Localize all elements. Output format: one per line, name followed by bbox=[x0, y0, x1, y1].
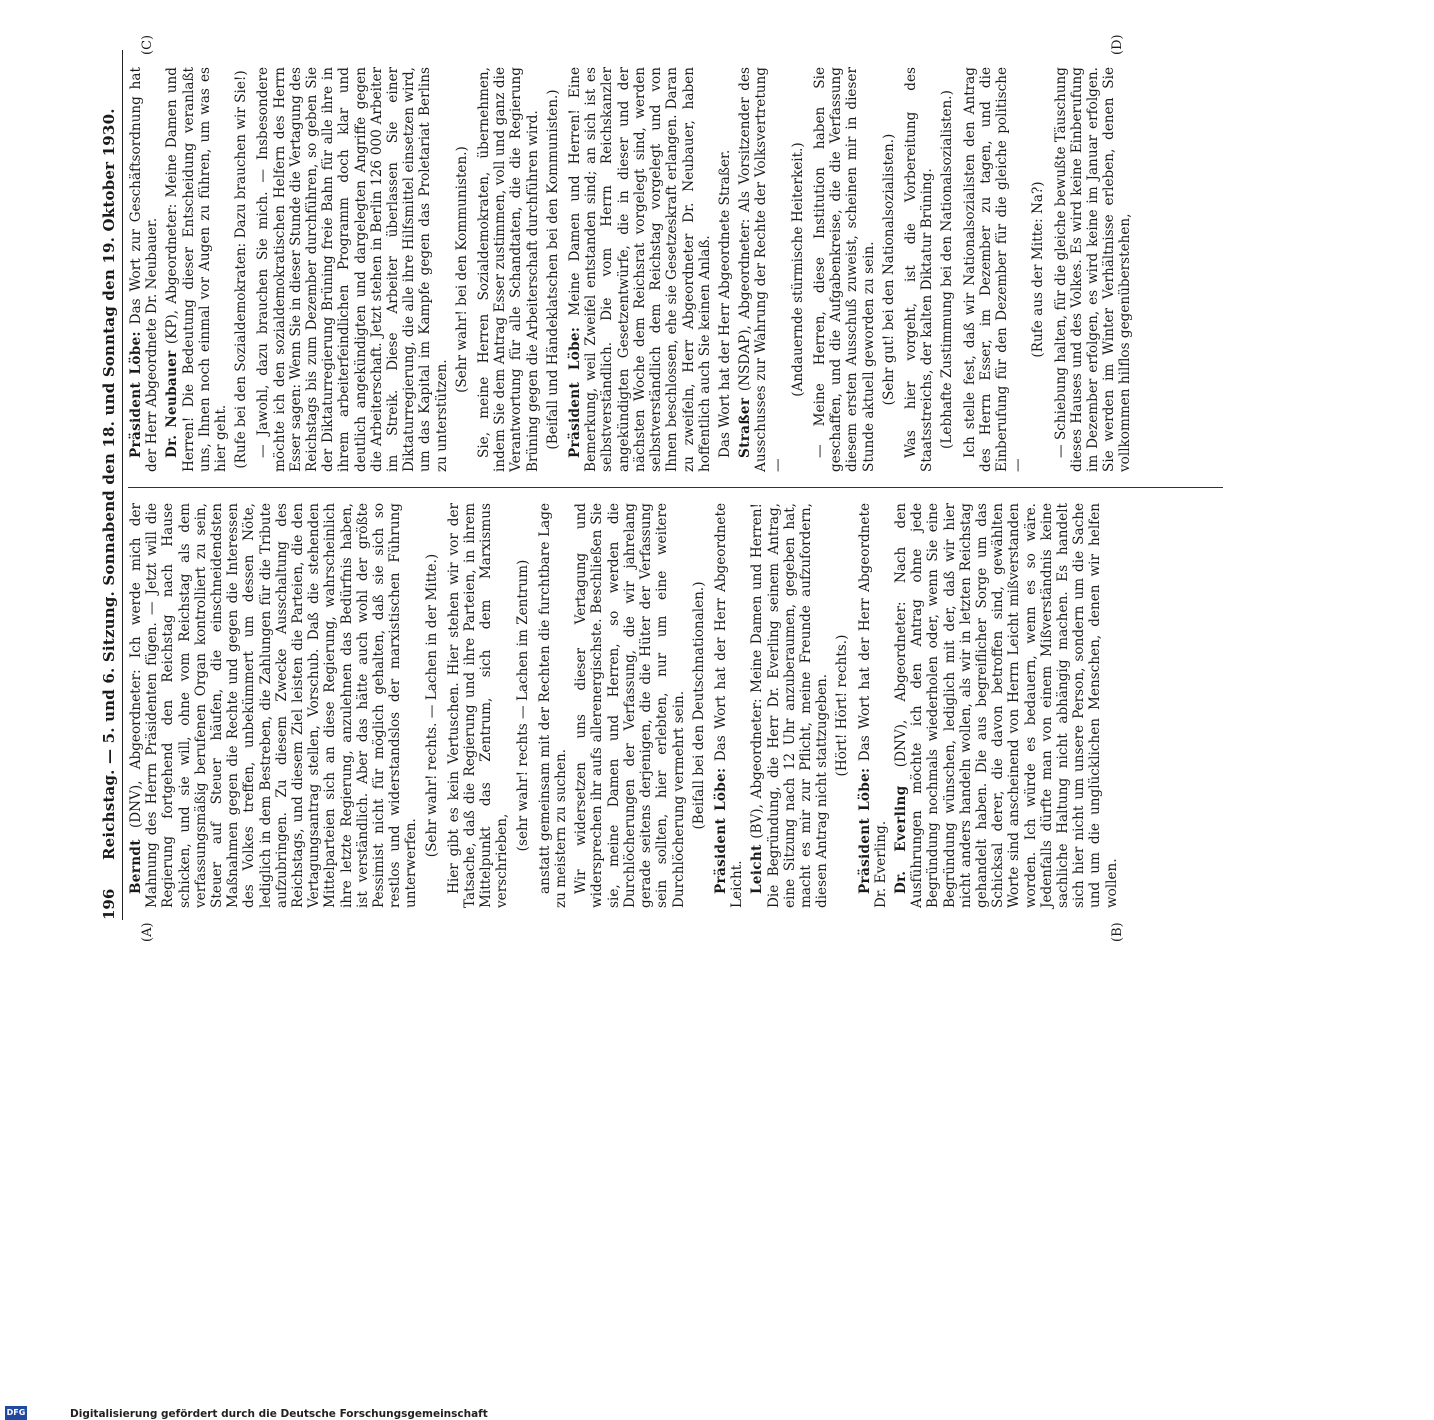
right-paragraph bbox=[737, 67, 786, 472]
dfg-logo: DFG bbox=[5, 1406, 27, 1420]
speech-text: (DNV), Abgeordneter: Ich werde mich der Mahnung des Herrn Präsidenten fügen. — Jetzt will die Regierung fortgehend den Reichstag nach Hause schicken, und sie will, ohne vom Reichstag als dem verfassungsmäßig berufenen Organ kontrolliert zu sein, Steuer auf Steuer häufen, die einschneidendsten Maßnahmen gegen die Rechte und gegen die Interessen des Volkes treffen, unbekümmert um dessen Nöte, lediglich in dem Bestreben, die Zahlungen für die Tribute aufzubringen. Zu diesem Zwecke Ausschaltung des Reichstags, und diesem Ziel leisten die Parteien, die den Vertagungsantrag stellen, Vorschub. Daß die stehenden Mittelparteien sich an diese Regierung, wahrscheinlich ihre letzte Regierung, anzulehnen das Bedürfnis haben, ist verständlich. Aber das hätte auch wohl der größte Pessimist nicht für möglich gehalten, daß sie sich so restlos und widerstandslos der marxistischen Führung unterwerfen. bbox=[128, 503, 420, 908]
speech-text: anstatt gemeinsam mit der Rechten die furchtbare Lage zu meistern zu suchen. bbox=[536, 503, 570, 908]
right-paragraph bbox=[1053, 67, 1134, 472]
right-stage-direction: (Rufe aus der Mitte: Na?) bbox=[1030, 181, 1047, 358]
right-text-column bbox=[128, 67, 1138, 472]
left-paragraph bbox=[749, 503, 830, 908]
right-paragraph bbox=[164, 67, 229, 472]
left-paragraph bbox=[573, 503, 686, 908]
left-stage-direction: (sehr wahr! rechts — Lachen im Zentrum) bbox=[514, 559, 531, 852]
speech-text: Was hier vorgeht, ist die Vorbereitung des Staatsstreichs, der kalten Diktatur Brüning. bbox=[902, 67, 936, 472]
margin-letter-a: (A) bbox=[140, 922, 155, 942]
speaker-name: Berndt bbox=[128, 839, 144, 894]
right-paragraph bbox=[962, 67, 1027, 472]
speech-text: Ich stelle fest, daß wir Nationalsozialisten den Antrag des Herrn Esser, im Dezember zu tagen, und die Einberufung für den Dezember für die gleiche politische — bbox=[961, 67, 1027, 472]
right-stage-direction: (Rufe bei den Sozialdemokraten: Dazu brauchen wir Sie!) bbox=[233, 70, 250, 469]
left-paragraph bbox=[893, 503, 1120, 908]
column-divider bbox=[128, 487, 1223, 488]
right-paragraph bbox=[812, 67, 877, 472]
left-paragraph bbox=[713, 503, 745, 908]
right-stage-direction: (Sehr gut! bei den Nationalsozialisten.) bbox=[880, 133, 897, 406]
speech-text: Hier gibt es kein Vertuschen. Hier stehen wir vor der Tatsache, daß die Regierung und ihre Parteien, in ihrem Mittelpunkt das Zentrum, sich dem Marxismus verschrieben, bbox=[445, 503, 511, 908]
speaker-name: Präsident Löbe: bbox=[567, 326, 584, 458]
speech-text: (KP), Abgeordneter: Meine Damen und Herren! Die Bedeutung dieser Entscheidung veranlaßt uns, Ihnen noch einmal vor Augen zu führen, um was es hier geht. bbox=[164, 66, 230, 472]
right-stage-direction: (Beifall und Händeklatschen bei den Kommunisten.) bbox=[544, 89, 561, 450]
left-paragraph bbox=[857, 503, 889, 908]
left-paragraph bbox=[128, 503, 420, 908]
left-stage-direction: (Beifall bei den Deutschnationalen.) bbox=[690, 581, 707, 830]
digitization-note: Digitalisierung gefördert durch die Deutsche Forschungsgemeinschaft bbox=[70, 1408, 488, 1420]
speech-text: Das Wort zur Geschäftsordnung hat der Herr Abgeordnete Dr. Neubauer. bbox=[128, 67, 161, 472]
speech-text: Das Wort hat der Herr Abgeordnete Leicht. bbox=[712, 503, 746, 908]
right-paragraph bbox=[717, 67, 733, 472]
speaker-name: Präsident Löbe: bbox=[712, 767, 729, 894]
page-number: 196 bbox=[100, 888, 118, 920]
speech-text: (NSDAP), Abgeordneter: Als Vorsitzender des Ausschusses zur Wahrung der Rechte der Volksvertretung — bbox=[737, 67, 786, 472]
right-stage-direction: (Andauernde stürmische Heiterkeit.) bbox=[789, 142, 806, 397]
right-paragraph bbox=[476, 67, 541, 472]
running-title: Reichstag. — 5. und 6. Sitzung. Sonnabend den 18. und Sonntag den 19. Oktober 1930. bbox=[100, 108, 118, 860]
speech-text: Sie, meine Herren Sozialdemokraten, übernehmen, indem Sie dem Antrag Esser zustimmen, voll und ganz die Verantwortung für alle Schandtaten, die die Regierung Brüning gegen die Arbeiterschaft durchführen wird. bbox=[476, 67, 541, 472]
margin-letter-c: (C) bbox=[140, 34, 155, 55]
left-paragraph bbox=[446, 503, 511, 908]
left-paragraph bbox=[537, 503, 569, 908]
right-stage-direction: (Lebhafte Zustimmung bei den Nationalsozialisten.) bbox=[939, 90, 956, 449]
margin-letter-b: (B) bbox=[1110, 922, 1125, 942]
header-rule bbox=[122, 50, 123, 920]
right-paragraph bbox=[128, 67, 160, 472]
right-paragraph bbox=[255, 67, 449, 472]
speech-text: Meine Damen und Herren! Eine Bemerkung, weil Zweifel entstanden sind; an sich ist es selbstverständlich. Die vom Herrn Reichskanzler angekündigten Gesetzentwürfe, die in dieser und der nächsten Woche dem Reichsrat vorgelegt sind, werden selbstverständlich dem Reichstag vorgelegt und von Ihnen beschlossen, ehe sie Gesetzeskraft erlangen. Daran zu zweifeln, Herr Abgeordneter Dr. Neubauer, haben hoffentlich auch Sie keinen Anlaß. bbox=[567, 67, 713, 472]
left-stage-direction: (Hört! Hört! rechts.) bbox=[834, 634, 851, 777]
speaker-name: Dr. Everling bbox=[892, 785, 909, 894]
speaker-name: Leicht bbox=[749, 844, 766, 894]
speaker-name: Dr. Neubauer bbox=[164, 350, 181, 458]
right-paragraph bbox=[567, 67, 713, 472]
speech-text: (DNV), Abgeordneter: Nach den Ausführungen möchte ich den Antrag ohne jede Begründung nochmals wiederholen oder, wenn Sie eine Begründung wünschen, lediglich mit der, daß wir hier nicht anders handeln wollen, als wir in letzten Reichstag gehandelt haben. Die aus begreiflicher Sorge um das Schicksal derer, die davon betroffen sind, gewählten Worte sind anscheinend von Herrn Leicht mißverstanden worden. Ich würde es bedauern, wenn es so wäre. Jedenfalls dürfte man von einem Mißverständnis keine sachliche Haltung nicht abhängig machen. Es handelt sich hier nicht um unsere Person, sondern um die Sache und um die unglücklichen Menschen, denen wir helfen wollen. bbox=[892, 503, 1120, 908]
left-stage-direction: (Sehr wahr! rechts. — Lachen in der Mitte.) bbox=[423, 553, 440, 858]
right-stage-direction: (Sehr wahr! bei den Kommunisten.) bbox=[453, 146, 470, 393]
speech-text: Das Wort hat der Herr Abgeordnete Straßer. bbox=[716, 149, 733, 458]
right-paragraph bbox=[903, 67, 935, 472]
speech-text: Das Wort hat der Herr Abgeordnete Dr. Everling. bbox=[856, 503, 889, 908]
speaker-name: Straßer bbox=[737, 397, 754, 458]
speech-text: — Jawohl, dazu brauchen Sie mich. — Insbesondere möchte ich den sozialdemokratischen Helfern des Herrn Esser sagen: Wenn Sie in dieser Stunde die Vertagung des Reichstags bis zum Dezember durchführen, so geben Sie der Diktaturregierung Brüning freie Bahn für alle ihre in ihrem arbeiterfeindlichen Programm doch klar und deutlich angekündigten und dargelegten Angriffe gegen die Arbeiterschaft. Jetzt stehen in Berlin 126 000 Arbeiter im Streik. Diese Arbeiter überlassen Sie einer Diktaturregierung, die alle ihre Hilfsmittel einsetzen wird, um das Kapital im Kampfe gegen das Proletariat Berlins zu unterstützen. bbox=[255, 67, 450, 472]
speech-text: — Schiebung halten, für die gleiche bewußte Täuschung dieses Hauses und des Volkes. Es wird keine Einberufung im Dezember erfolgen, es wird keine im Januar erfolgen. Sie werden im Winter Verhältnisse erleben, denen Sie vollkommen hilflos gegenüberstehen, bbox=[1052, 67, 1134, 472]
speaker-name: Präsident Löbe: bbox=[856, 767, 873, 894]
speech-text: (BV), Abgeordneter: Meine Damen und Herren! Die Begründung, die Herr Dr. Everling seinem Antrag, eine Sitzung nach 12 Uhr anzuberaumen, gegeben hat, macht es mir zur Pflicht, meine Freunde aufzufordern, diesen Antrag nicht stattzugeben. bbox=[749, 503, 831, 908]
speech-text: Wir widersetzen uns dieser Vertagung und widersprechen ihr aufs allerenergischste. Beschließen Sie sie, meine Damen und Herren, so werden die Durchlöcherungen der Verfassung, die wir jahrelang gerade seitens derjenigen, die die Hüter der Verfassung sein sollten, hier erlebten, nur um eine weitere Durchlöcherung vermehrt sein. bbox=[573, 503, 687, 908]
speech-text: — Meine Herren, diese Institution haben Sie geschaffen, und die Aufgabenkreise, die die Verfassung diesem ersten Ausschuß zuweist, scheinen mir in dieser Stunde aktuell geworden zu sein. bbox=[811, 67, 877, 472]
left-text-column bbox=[128, 503, 1124, 908]
margin-letter-d: (D) bbox=[1110, 34, 1125, 55]
speaker-name: Präsident Löbe: bbox=[128, 331, 144, 458]
